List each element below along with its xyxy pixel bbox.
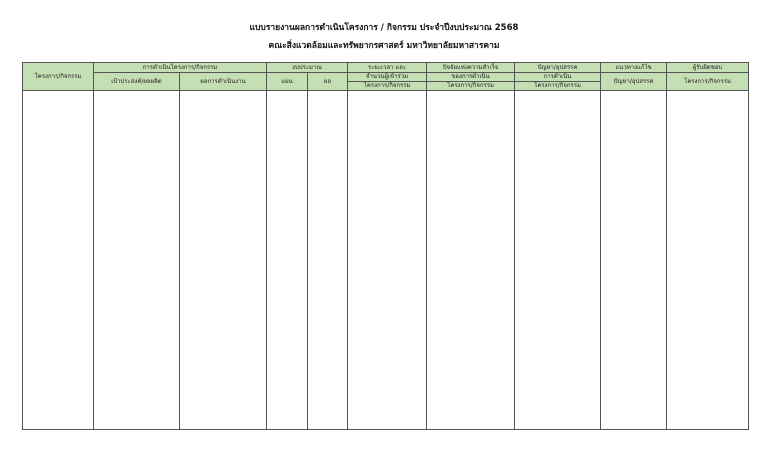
report-subtitle: คณะสิ่งแวดล้อมและทรัพยากรศาสตร์ มหาวิทยาลัยมหาสารคาม [268,41,500,51]
header-responsible-line1: ผู้รับผิดชอบ [667,63,749,73]
header-problems-line3: โครงการ/กิจกรรม [515,82,601,91]
report-title: แบบรายงานผลการดำเนินโครงการ / กิจกรรม ประจำปีงบประมาณ 2568 [249,23,519,33]
header-duration-line2: จำนวนผู้เข้าร่วม [348,73,427,82]
header-operation-group: การดำเนินโครงการ/กิจกรรม [94,63,267,73]
report-table [22,62,749,430]
header-plan: แผน [267,73,308,91]
cell-responsible[interactable] [667,91,749,430]
header-problems-line1: ปัญหา/อุปสรรค [515,63,601,73]
header-actual: ผล [308,73,348,91]
header-goal: เป้าประสงค์/ผลผลิต [94,73,180,91]
header-success-line2: ของการดำเนิน [427,73,515,82]
cell-result[interactable] [180,91,267,430]
header-solutions-line1: แนวทางแก้ไข [601,63,667,73]
header-success-line1: ปัจจัยแห่งความสำเร็จ [427,63,515,73]
cell-success-factors[interactable] [427,91,515,430]
cell-project[interactable] [23,91,94,430]
header-duration-line1: ระยะเวลา และ [348,63,427,73]
header-success-line3: โครงการ/กิจกรรม [427,82,515,91]
cell-problems[interactable] [515,91,601,430]
header-solutions-line2: ปัญหา/อุปสรรค [601,73,667,91]
cell-solutions[interactable] [601,91,667,430]
cell-actual[interactable] [308,91,348,430]
header-responsible-line2: โครงการ/กิจกรรม [667,73,749,91]
header-problems-line2: การดำเนิน [515,73,601,82]
cell-plan[interactable] [267,91,308,430]
table-row [23,91,749,430]
cell-duration[interactable] [348,91,427,430]
header-duration-line3: โครงการ/กิจกรรม [348,82,427,91]
cell-goal[interactable] [94,91,180,430]
header-project: โครงการ/กิจกรรม [23,63,94,91]
header-budget-group: งบประมาณ [267,63,348,73]
header-result: ผลการดำเนินงาน [180,73,267,91]
